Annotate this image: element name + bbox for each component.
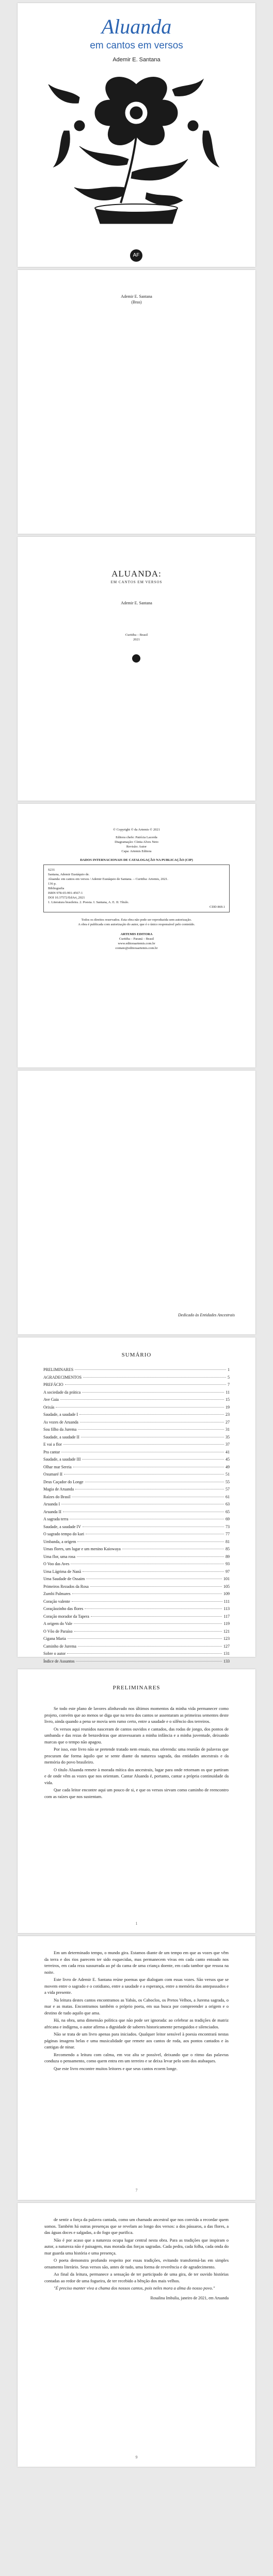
toc-page-number: 15 [226,1397,230,1402]
toc-page-number: 97 [226,1569,230,1574]
toc-row[interactable] [43,1523,230,1531]
toc-title: Saudade, a saudade III [43,1457,81,1462]
toc-page-number: 101 [223,1577,230,1581]
toc-title: O sagrado tempo do kari [43,1532,85,1536]
toc-page-number: 27 [226,1419,230,1425]
toc-page-number: 123 [223,1636,230,1641]
toc-page-number: 89 [226,1554,230,1559]
toc-row[interactable] [43,1419,230,1427]
page-number: 7 [135,2188,138,2193]
titlepage-subtitle: EM CANTOS EM VERSOS [110,580,163,584]
catalog-box-line: Aluanda: em cantos em versos / Ademir Eustáquio de Santana. – Curitiba: Artemis, 2021. [48,877,168,881]
toc-title: Umas flores, um lugar e um menino Kaiowaya [43,1547,121,1551]
catalog-box-line: S231 [48,868,55,872]
catalog-box-line: ISBN 978-65-991-4567-1 [48,891,83,895]
toc-row[interactable] [43,1449,230,1456]
catalog-box-title: DADOS INTERNACIONAIS DE CATALOGAÇÃO NA PUBLICAÇÃO (CIP) [80,858,193,862]
toc-row[interactable] [43,1441,230,1449]
toc-title: Aruanda II [43,1509,61,1514]
toc-title: Coraçãozinho das flores [43,1606,84,1611]
toc-row[interactable] [43,1381,230,1389]
toc-title: O Vôo de Paraíso [43,1629,73,1634]
toc-row[interactable] [43,1426,230,1434]
catalog-footer[interactable]: www.editoraartemis.com.br [118,942,155,945]
toc-page-number: 61 [226,1494,230,1499]
toc-title: E vai a flor [43,1442,62,1447]
toc-title: Raízes do Brasil [43,1494,71,1499]
toc-page-number: 111 [223,1599,230,1604]
toc-leader [83,1571,224,1572]
toc-title: PREFÁCIO [43,1382,63,1387]
toc-row[interactable] [43,1404,230,1412]
paragraph: Em um determinado tempo, o mundo gira. Estamos diante de um tempo em que as vozes que vêm da terra e dos rios parecem ter sido esquecidas, mas permanecem vivas em cada canto entoado nos terreiros, em cada reza sussurrada ao pé da cama de uma criança doente, em cada tambor que ressoa na noite. [44,1950,229,1975]
catalog-copyright: © Copyright © da Artemis © 2021 [113,828,160,832]
cover-page [18,3,255,267]
catalog-footer: Curitiba – Paraná – Brasil [119,937,154,941]
toc-page-number: 133 [223,1658,230,1664]
toc-leader [78,1646,222,1647]
toc-page-number: 57 [226,1487,230,1492]
toc-row[interactable] [43,1583,230,1591]
paragraph: Este livro de Ademir E. Santana reúne poemas que dialogam com essas vozes. São versos que se movem entre o sagrado e o cotidiano, entre a saudade e a esperança, entre a memória dos antepassados e a vida presente. [44,1977,229,1995]
paragraph: Os versos aqui reunidos nasceram de cantos ouvidos e cantados, das rodas de jongo, dos pontos de umbanda e das rezas de benzedeiras que atravessaram a minha infância e a minha juventude, deixando marcas que o tempo não apagou. [44,1726,229,1744]
toc-page-number: 69 [226,1517,230,1521]
toc-title: Cigana Maria [43,1636,66,1641]
paragraph: Se todo este plano de lavores alinhavado nos últimos momentos da minha vida permanecer como projeto, convém que ao menos se diga que na terra dos cantos se assentaram as primeiras sementes deste livro, ainda quando a pena se movia sem rumo certo, entre a saudade e o silêncio dos terreiros. [44,1706,229,1724]
toc-row[interactable] [43,1605,230,1613]
dedication-text: Dedicado às Entidades Ancestrais [178,1313,235,1317]
toc-page-number: 49 [226,1464,230,1469]
toc-page-number: 117 [223,1614,230,1619]
toc-row[interactable] [43,1546,230,1553]
toc-leader [85,1608,222,1609]
toc-page-number: 63 [226,1502,230,1506]
toc-leader [67,1653,222,1654]
toc-title: Deus Caçador do Longe [43,1479,84,1484]
titlepage-year: 2021 [133,638,140,641]
halftitle-author: Ademir E. Santana [121,294,152,299]
summary-heading: SUMÁRIO [121,1352,152,1358]
toc-page-number: 37 [226,1442,230,1447]
toc-leader [64,1474,224,1475]
toc-page-number: 65 [226,1509,230,1514]
catalog-page [18,804,255,1067]
catalog-box-line: DOI 10.37572/EdArt_2021 [48,896,85,900]
toc-leader [77,1556,224,1557]
toc-title: Umbanda, a origem [43,1539,76,1544]
toc-page-number: 131 [223,1651,230,1656]
toc-leader [77,1541,224,1542]
toc-page-number: 51 [226,1472,230,1477]
cover-illustration [18,69,255,239]
toc-row[interactable] [43,1635,230,1643]
toc-row[interactable] [43,1464,230,1471]
toc-leader [83,1377,226,1378]
toc-title: Coração morador da Tapera [43,1614,89,1619]
toc-row[interactable] [43,1531,230,1538]
toc-row[interactable] [43,1538,230,1546]
toc-title: Aruanda I [43,1502,60,1506]
paragraph: Há, na obra, uma dimensão política que não pode ser ignorada: ao celebrar as tradições de matriz africana e indígena, o autor afirma a dignidade de saberes historicamente perseguidos e silenciados. [44,2018,229,2029]
toc-title: A sociedade da prática [43,1389,81,1395]
toc-row[interactable] [43,1494,230,1501]
toc-title: Saudade, a saudade IV [43,1524,81,1529]
toc-title: Uma Saudade de Ossaim [43,1577,85,1581]
toc-page-number: 85 [226,1547,230,1551]
catalog-credit: Editora chefe: Patrícia Lacerda [116,836,157,839]
toc-row[interactable] [43,1643,230,1651]
toc-page-number: 81 [226,1539,230,1544]
catalog-footer[interactable]: contato@editoraartemis.com.br [115,946,158,950]
toc-row[interactable] [43,1658,230,1666]
toc-row[interactable] [43,1620,230,1628]
toc-page-number: 77 [226,1532,230,1536]
titlepage-title: ALUANDA: [111,569,162,579]
toc-page-number: 45 [226,1457,230,1462]
toc-row[interactable] [43,1650,230,1658]
toc-leader [68,1638,222,1639]
toc-title: AGRADECIMENTOS [43,1375,82,1380]
catalog-box-line: 136 p. [48,882,57,886]
toc-title: Saudade, a saudade II [43,1434,79,1439]
toc-row[interactable] [43,1598,230,1606]
toc-title: O Voo das Aves [43,1562,70,1566]
catalog-credit: Capa: Artemis Editora [121,850,152,853]
toc-row[interactable] [43,1366,230,1374]
paragraph: de sentir a força da palavra cantada, como um chamado ancestral que nos convida a recordar quem somos. Também há outras presenças que se revelam ao longo dos versos: a dos pássaros, a das flores, a das águas doces e salgadas, a do fogo que purifica. [44,2217,229,2235]
toc-leader [65,1384,226,1385]
title-page [18,537,255,801]
toc-page-number: 35 [226,1434,230,1439]
toc-title: Orixás [43,1404,55,1410]
titlepage-city: Curitiba – Brasil [125,633,148,637]
toc-leader [79,1414,224,1415]
toc-page-number: 109 [223,1591,230,1596]
toc-leader [63,1444,224,1445]
catalog-legal: A obra é publicada com autorização do autor, que é o único responsável pelo conteúdo. [78,923,195,926]
quote: "É preciso manter viva a chama dos nossos cantos, pois neles mora a alma do nosso povo." [54,2285,215,2291]
cover-title: Aluanda [101,15,172,38]
toc-row[interactable] [43,1561,230,1568]
toc-page-number: 11 [226,1389,230,1395]
publisher-logo [130,249,142,262]
cover-author: Ademir E. Santana [113,57,160,63]
toc-row[interactable] [43,1479,230,1486]
titlepage-author: Ademir E. Santana [121,601,152,605]
toc-leader [82,1392,224,1393]
toc-title: A sagrada terra [43,1517,69,1521]
toc-leader [72,1601,222,1602]
toc-row[interactable] [43,1575,230,1583]
toc-page-number: 1 [228,1367,230,1372]
toc-title: Índice de Assuntos [43,1658,75,1664]
toc-page-number: 19 [226,1404,230,1410]
toc-title: Uma flor, uma rosa [43,1554,75,1559]
toc-leader [76,1661,222,1662]
summary-page [18,1337,255,1664]
paragraph: Não se trata de um livro apenas para iniciados. Qualquer leitor sensível à poesia encontrará nestas páginas imagens belas e uma musicalidade que remete aos cantos de roda, aos pontos cantados e às cantigas de ninar. [44,2031,229,2049]
toc-title: Caminho de Jurema [43,1643,76,1649]
toc-title: Magia de Aruanda [43,1487,74,1492]
toc-page-number: 5 [228,1375,230,1380]
toc-page-number: 113 [223,1606,230,1611]
toc-row[interactable] [43,1456,230,1464]
publisher-logo-text: AF [133,252,140,258]
toc-page-number: 119 [223,1621,230,1626]
catalog-box-line: CDD 869.1 [210,905,225,909]
dedication-page [18,1071,255,1334]
half-title-page [18,270,255,534]
paragraph: O poeta demonstra profundo respeito por essas tradições, evitando transformá-las em simples ornamento literário. Seus versos são, antes de tudo, uma forma de reverência e de agradecimento. [44,2258,229,2269]
toc-title: As vozes de Aruanda [43,1419,78,1425]
toc-title: Pra cantar [43,1449,60,1454]
paragraph: Ao final da leitura, permanece a sensação de ter participado de uma gira, de ter ouvido histórias contadas ao redor de uma fogueira, de ter recebido a bênção dos mais velhos. [44,2272,229,2283]
signature: Rosalina Imbulia, janeiro de 2021, em Aruanda [150,2295,229,2300]
toc-page-number: 41 [226,1449,230,1454]
catalog-footer: ARTEMIS EDITORA [120,933,153,936]
toc-page-number: 127 [223,1643,230,1649]
paragraph: O título Aluanda remete à morada mítica dos ancestrais, lugar para onde retornam os que partiram e de onde vêm as vozes que nos orientam. Cantar Aluanda é, portanto, cantar a própria continuidade da vida. [44,1767,229,1785]
preface-continued-page [18,2203,255,2467]
toc-row[interactable] [43,1509,230,1516]
toc-title: Uma Lágrima de Nanã [43,1569,82,1574]
toc-title: A origem do Vale [43,1621,73,1626]
catalog-credit: Diagramação: Cíntia Alves Neto [115,840,158,844]
toc-page-number: 55 [226,1479,230,1484]
toc-row[interactable] [43,1486,230,1494]
toc-title: Oxumaré II [43,1472,63,1477]
toc-leader [60,1399,224,1400]
toc-row[interactable] [43,1389,230,1397]
toc-title: Ave Gaia [43,1397,59,1402]
catalog-box [43,865,230,912]
toc-page-number: 23 [226,1412,230,1417]
catalog-credit: Revisão: Autor [126,845,147,849]
paragraph: Não é por acaso que a natureza ocupa lugar central nesta obra. Para as tradições que inspiram o autor, a natureza não é paisagem, mas morada das forças sagradas. Cada pedra, cada folha, cada onda do mar guarda uma história e uma presença. [44,2237,229,2256]
page-number: 1 [135,1921,138,1926]
toc-title: Sou filho da Jurema [43,1427,77,1432]
toc-row[interactable] [43,1553,230,1561]
toc-leader [74,1623,222,1624]
page-number: 9 [135,2455,138,2460]
toc-page-number: 73 [226,1524,230,1529]
toc-leader [56,1407,224,1408]
toc-row[interactable] [43,1411,230,1419]
table-of-contents [43,1366,230,1665]
toc-leader [74,1631,222,1632]
toc-row[interactable] [43,1471,230,1479]
toc-row[interactable] [43,1568,230,1576]
toc-leader [82,1459,224,1460]
toc-row[interactable] [43,1590,230,1598]
toc-row[interactable] [43,1516,230,1523]
toc-row[interactable] [43,1501,230,1509]
toc-leader [91,1616,222,1617]
toc-row[interactable] [43,1396,230,1404]
toc-leader [75,1369,226,1370]
toc-leader [78,1429,224,1430]
toc-page-number: 105 [223,1584,230,1589]
toc-row[interactable] [43,1613,230,1621]
toc-title: PRELIMINARES [43,1367,74,1372]
preface-page [18,1936,255,2200]
toc-title: Sobre o autor [43,1651,66,1656]
toc-page-number: 31 [226,1427,230,1432]
toc-row[interactable] [43,1434,230,1442]
paragraph: Que este livro encontre muitos leitores e que seus cantos ecoem longe. [54,2065,178,2071]
paragraph: Que cada leitor encontre aqui um pouco de si, e que os versos sirvam como caminho de reencontro com as raízes que nos sustentam. [44,1787,229,1799]
toc-title: Olhar mar Sereia [43,1464,72,1469]
catalog-box-line: Bibliografia [48,887,65,890]
catalog-legal: Todos os direitos reservados. Esta obra não pode ser reproduzida sem autorização. [81,918,192,922]
preliminares-page [18,1669,255,1933]
paragraph: Na leitura destes cantos encontramos as Yabás, os Caboclos, os Pretos Velhos, a Jurema sagrada, o mar e as matas. Encontramos também o próprio poeta, em sua busca por compreender a origem e o destino de tudo aquilo que ama. [44,1997,229,2015]
preliminares-heading: PRELIMINARES [113,1685,160,1691]
catalog-box-line: Santana, Ademir Eustáquio de. [48,873,90,876]
cover-subtitle: em cantos em versos [90,40,183,51]
toc-leader [90,1586,222,1587]
toc-page-number: 7 [228,1382,230,1387]
catalog-box-line: 1. Literatura brasileira. 2. Poesia. I. Santana, A. E. II. Título. [48,901,129,904]
toc-title: Zumbi Palmares [43,1591,71,1596]
titlepage-logo [132,654,140,663]
toc-page-number: 93 [226,1562,230,1566]
halftitle-org: (Bras) [131,300,142,304]
toc-row[interactable] [43,1374,230,1382]
paragraph: Por isso, este livro não se pretende tratado nem ensaio, mas oferenda: uma reunião de palavras que procuram dar forma àquilo que se sente diante da natureza sagrada, das entidades ancestrais e da memória do povo brasileiro. [44,1747,229,1765]
toc-row[interactable] [43,1628,230,1636]
toc-page-number: 121 [223,1629,230,1634]
paragraph: Recomendo a leitura com calma, em voz alta se possível, deixando que o ritmo das palavras conduza o pensamento, como quem entra em um terreiro e se deixa levar pelo som dos atabaques. [44,2052,229,2063]
toc-title: Primeiros Rezados da Rosa [43,1584,89,1589]
toc-title: Saudade, a saudade I [43,1412,78,1417]
toc-title: Coração valente [43,1599,70,1604]
